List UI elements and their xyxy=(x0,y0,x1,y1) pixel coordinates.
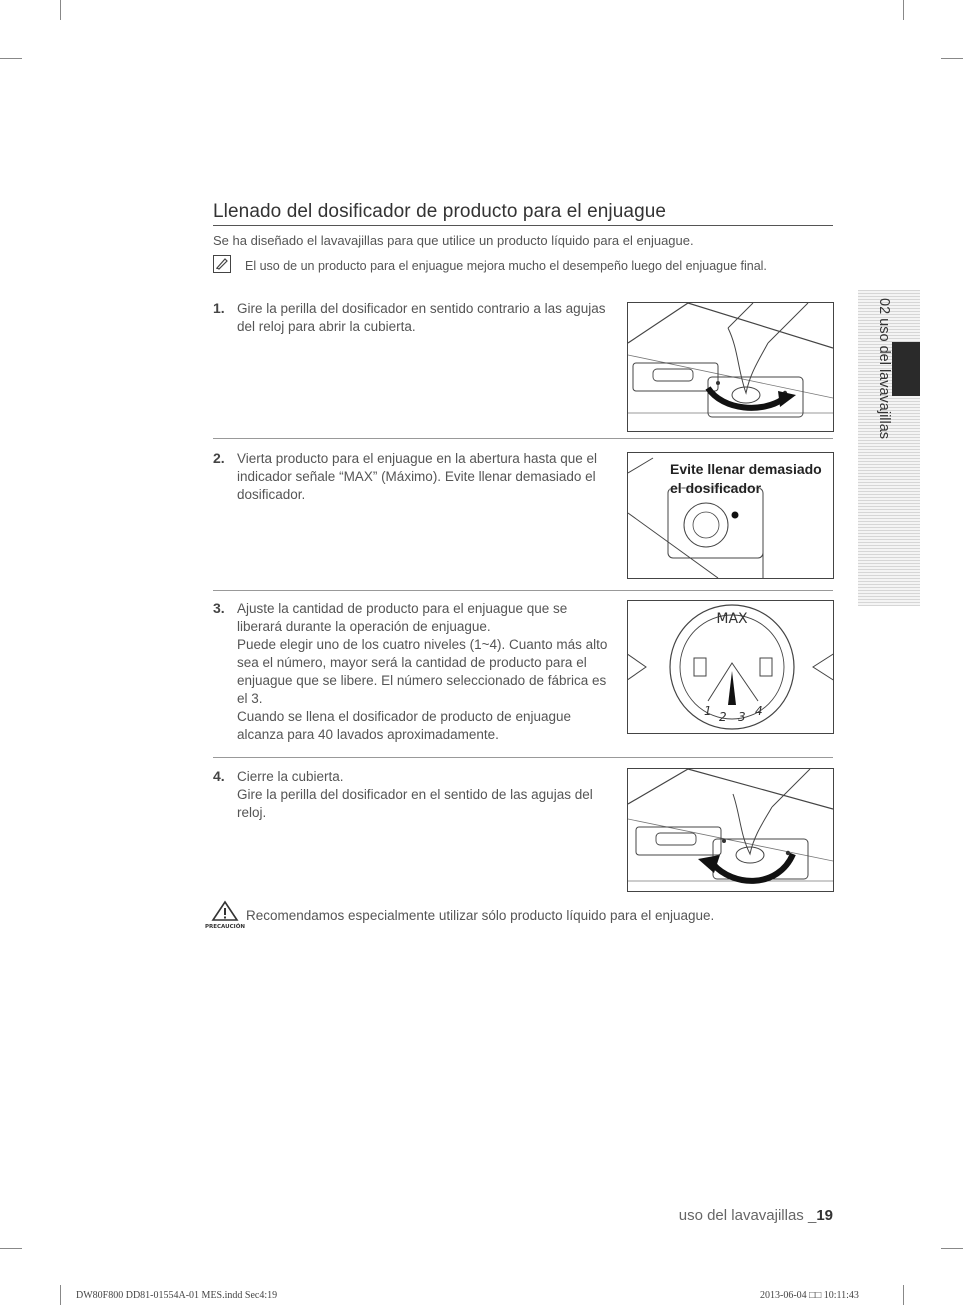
step-paragraph: Cuando se llena el dosificador de producto de enjuague alcanza para 40 lavados aproximadamente. xyxy=(237,709,571,742)
note-icon xyxy=(213,255,231,273)
step-paragraph: Puede elegir uno de los cuatro niveles (1~4). Cuanto más alto sea el número, mayor será la cantidad de producto para el enjuague que se libere. El número seleccionado de fábrica es el 3. xyxy=(237,637,608,706)
crop-mark xyxy=(60,0,61,20)
caution-icon xyxy=(205,900,245,930)
warning-label-line2: el dosificador xyxy=(670,480,762,496)
intro-text: Se ha diseñado el lavavajillas para que utilice un producto líquido para el enjuague. xyxy=(213,233,694,248)
step-number: 4. xyxy=(213,768,225,784)
crop-mark xyxy=(941,58,963,59)
crop-mark xyxy=(903,0,904,20)
warning-label-line1: Evite llenar demasiado xyxy=(670,461,822,477)
step-paragraph: Gire la perilla del dosificador en sentido contrario a las agujas del reloj para abrir la cubierta. xyxy=(237,301,606,334)
step-number: 2. xyxy=(213,450,225,466)
note-text: El uso de un producto para el enjuague mejora mucho el desempeño luego del enjuague final. xyxy=(245,259,767,273)
step-paragraph: Gire la perilla del dosificador en el sentido de las agujas del reloj. xyxy=(237,787,593,820)
caution-icon-label: PRECAUCIÓN xyxy=(205,924,245,930)
step-text xyxy=(237,600,612,744)
page-number: 19 xyxy=(816,1207,833,1224)
divider xyxy=(213,757,833,758)
step-paragraph: Cierre la cubierta. xyxy=(237,769,344,784)
figure-fill-warning xyxy=(627,452,834,579)
section-title: Llenado del dosificador de producto para el enjuague xyxy=(213,201,833,226)
crop-mark xyxy=(0,1248,22,1249)
footer-section-label xyxy=(679,1207,833,1224)
figure-close-cover xyxy=(627,768,834,892)
file-info: DW80F800 DD81-01554A-01 MES.indd Sec4:19 xyxy=(76,1290,278,1301)
crop-mark xyxy=(60,1285,61,1305)
divider xyxy=(213,438,833,439)
figure-open-cover xyxy=(627,302,834,432)
side-tab-marker xyxy=(892,342,920,396)
divider xyxy=(213,590,833,591)
step-paragraph: Vierta producto para el enjuague en la abertura hasta que el indicador señale “MAX” (Máximo). Evite llenar demasiado el dosificador. xyxy=(237,451,598,502)
step-text xyxy=(237,450,612,504)
figure-level-dial xyxy=(627,600,834,734)
crop-mark xyxy=(941,1248,963,1249)
footer-section-text: uso del lavavajillas _ xyxy=(678,1207,817,1224)
step-text xyxy=(237,768,612,822)
step-number: 1. xyxy=(213,300,225,316)
dial-level-label: 2 xyxy=(719,710,727,724)
dial-level-label: 3 xyxy=(738,710,746,724)
caution-text: Recomendamos especialmente utilizar sólo producto líquido para el enjuague. xyxy=(246,908,715,923)
step-paragraph: Ajuste la cantidad de producto para el enjuague que se liberará durante la operación de enjuague. xyxy=(237,601,568,634)
side-tab-label: 02 uso del lavavajillas xyxy=(876,298,892,440)
dial-level-label: 1 xyxy=(704,704,712,718)
timestamp: 2013-06-04 □□ 10:11:43 xyxy=(760,1290,859,1301)
dial-level-label: 4 xyxy=(755,704,763,718)
crop-mark xyxy=(0,58,22,59)
dial-max-label: MAX xyxy=(716,611,748,627)
step-number: 3. xyxy=(213,600,225,616)
step-text xyxy=(237,300,612,336)
crop-mark xyxy=(903,1285,904,1305)
